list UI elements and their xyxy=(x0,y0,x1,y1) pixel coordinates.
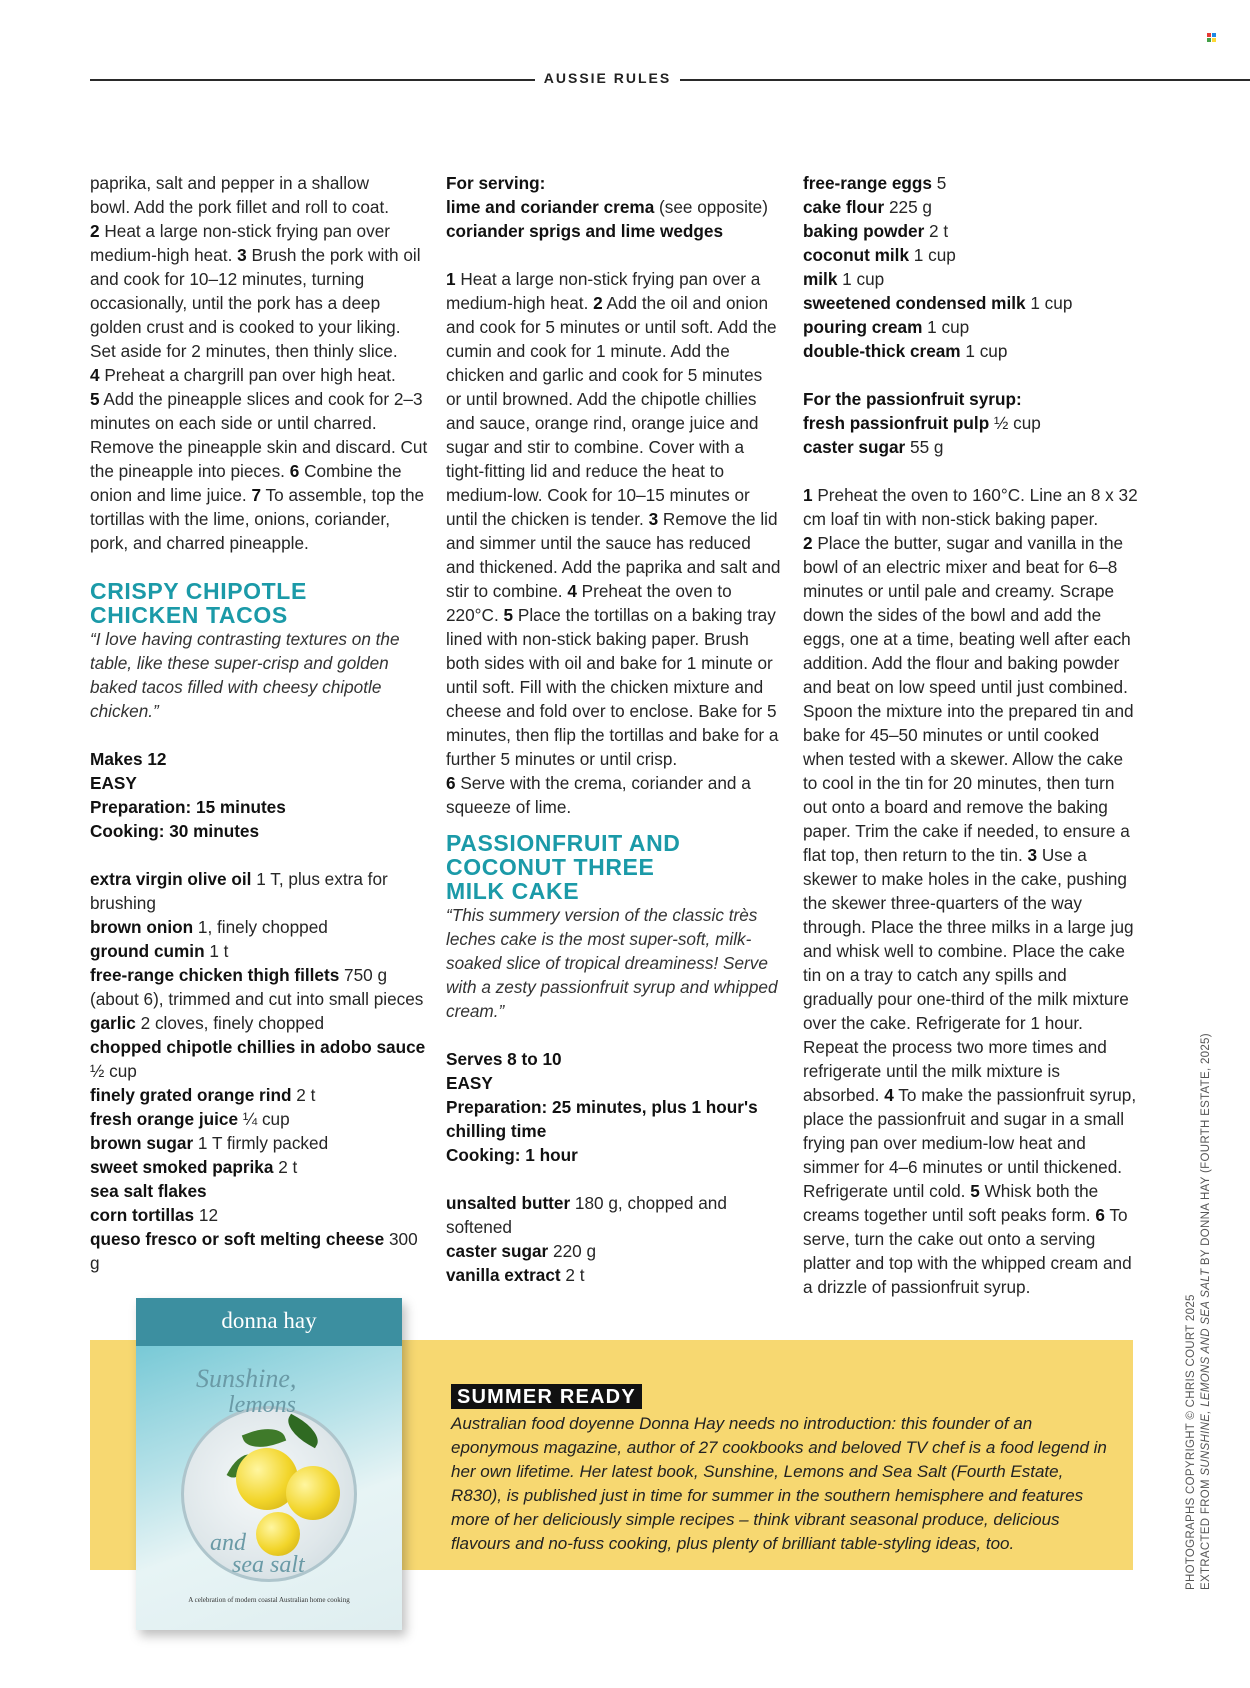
method-step xyxy=(446,267,781,771)
step-text: Whisk both the creams together until soft peaks form. xyxy=(803,1181,1099,1225)
column-2 xyxy=(446,171,781,1287)
recipe-title-line: MILK CAKE xyxy=(446,878,580,904)
ingredient: brown onion 1, finely chopped xyxy=(90,917,328,937)
method-step xyxy=(90,387,430,555)
ingredient: finely grated orange rind 2 t xyxy=(90,1085,316,1105)
serving-heading: For serving: xyxy=(446,173,546,193)
step-text: Preheat a chargrill pan over high heat. xyxy=(104,365,396,385)
step-text: Preheat the oven to 220°C. xyxy=(446,581,732,625)
book-title-line: lemons xyxy=(228,1392,296,1418)
step-text: Place the tortillas on a baking tray lined with non-stick baking paper. Brush both sides with oil and bake for 1 minute or until soft. Fill with the chicken mixture and cheese and fold over to enclose. Bake for 5 minutes, then flip the tortillas and bake for a further 5 minutes or until crisp. xyxy=(446,605,779,769)
ingredient: cake flour 225 g xyxy=(803,197,932,217)
cook-time: Cooking: 30 minutes xyxy=(90,821,260,841)
ingredient: baking powder 2 t xyxy=(803,221,949,241)
ingredient: coconut milk 1 cup xyxy=(803,245,956,265)
section-title: AUSSIE RULES xyxy=(543,70,672,86)
step-number: 4 xyxy=(884,1085,894,1105)
recipe-title-line: CRISPY CHIPOTLE xyxy=(90,578,307,604)
book-title-line: Sunshine, xyxy=(196,1364,297,1393)
serving-item: coriander sprigs and lime wedges xyxy=(446,221,723,241)
step-number: 1 xyxy=(803,485,813,505)
difficulty: EASY xyxy=(446,1073,493,1093)
recipe-title xyxy=(90,579,430,627)
yield: Makes 12 xyxy=(90,749,167,769)
prep-time: Preparation: 15 minutes xyxy=(90,797,286,817)
recipe-title-line: CHICKEN TACOS xyxy=(90,602,288,628)
column-3 xyxy=(803,171,1138,1299)
ingredient-list xyxy=(803,171,1138,363)
book-tagline: A celebration of modern coastal Australian home cooking xyxy=(188,1596,350,1604)
method-step xyxy=(90,219,430,363)
step-number: 2 xyxy=(90,221,100,241)
ingredient: sweet smoked paprika 2 t xyxy=(90,1157,298,1177)
serving-item: lime and coriander crema (see opposite) xyxy=(446,197,768,217)
ingredient: sea salt flakes xyxy=(90,1181,207,1201)
step-text: Remove the lid and simmer until the sauce has reduced and thickened. Add the paprika and salt and stir to combine. xyxy=(446,509,781,601)
yield: Serves 8 to 10 xyxy=(446,1049,562,1069)
ingredient: caster sugar 220 g xyxy=(446,1241,597,1261)
step-text: Brush the pork with oil and cook for 10–12 minutes, turning occasionally, until the pork has a deep golden crust and is cooked to your liking. Set aside for 2 minutes, then thinly slice. xyxy=(90,245,421,361)
ingredient: fresh passionfruit pulp ½ cup xyxy=(803,413,1041,433)
step-text: Heat a large non-stick frying pan over medium-high heat. xyxy=(90,221,390,265)
syrup-heading: For the passionfruit syrup: xyxy=(803,389,1022,409)
extract-credit-line: EXTRACTED FROM SUNSHINE, LEMONS AND SEA SALT BY DONNA HAY (FOURTH ESTATE, 2025) xyxy=(1200,1033,1212,1590)
step-number: 3 xyxy=(237,245,247,265)
ingredient: caster sugar 55 g xyxy=(803,437,944,457)
step-number: 6 xyxy=(446,773,456,793)
step-number: 4 xyxy=(567,581,577,601)
step-text: Combine the onion and lime juice. xyxy=(90,461,402,505)
step-text: Heat a large non-stick frying pan over a medium-high heat. xyxy=(446,269,761,313)
step-number: 2 xyxy=(803,533,813,553)
step-number: 3 xyxy=(648,509,659,529)
recipe-title-line: COCONUT THREE xyxy=(446,854,655,880)
ingredient: pouring cream 1 cup xyxy=(803,317,970,337)
ingredient: sweetened condensed milk 1 cup xyxy=(803,293,1073,313)
continued-line: bowl. Add the pork fillet and roll to coat. xyxy=(90,197,390,217)
method-step xyxy=(803,531,1138,1299)
summer-ready-heading: SUMMER READY xyxy=(451,1384,642,1409)
step-number: 2 xyxy=(593,293,603,313)
column-1 xyxy=(90,171,430,1275)
ingredient: extra virgin olive oil 1 T, plus extra for brushing xyxy=(90,869,388,913)
ingredient: garlic 2 cloves, finely chopped xyxy=(90,1013,325,1033)
ingredient: ground cumin 1 t xyxy=(90,941,229,961)
difficulty: EASY xyxy=(90,773,137,793)
step-number: 6 xyxy=(1095,1205,1105,1225)
ingredient: free-range chicken thigh fillets 750 g (about 6), trimmed and cut into small pieces xyxy=(90,965,424,1009)
book-title-line: sea salt xyxy=(232,1552,305,1578)
syrup-ingredient-list xyxy=(803,411,1138,459)
step-text: Serve with the crema, coriander and a squeeze of lime. xyxy=(446,773,751,817)
step-number: 4 xyxy=(90,365,100,385)
ingredient: vanilla extract 2 t xyxy=(446,1265,585,1285)
step-number: 5 xyxy=(503,605,514,625)
recipe-intro: “I love having contrasting textures on the table, like these super-crisp and golden baked tacos filled with cheesy chipotle chicken.” xyxy=(90,629,400,721)
step-number: 5 xyxy=(970,1181,980,1201)
lemon-icon xyxy=(256,1512,300,1556)
step-text: To make the passionfruit syrup, place the passionfruit and sugar in a small frying pan over medium-low heat and simmer for 4–6 minutes or until thickened. Refrigerate until cold. xyxy=(803,1085,1137,1201)
recipe-intro: “This summery version of the classic très leches cake is the most super-soft, milk-soaked slice of tropical dreaminess! Serve with a zesty passionfruit syrup and whipped cream.” xyxy=(446,905,778,1021)
ingredient: corn tortillas 12 xyxy=(90,1205,219,1225)
ingredient: brown sugar 1 T firmly packed xyxy=(90,1133,329,1153)
ingredient-list xyxy=(90,867,430,1275)
step-text: To serve, turn the cake out onto a serving platter and top with the whipped cream and a drizzle of passionfruit syrup. xyxy=(803,1205,1132,1297)
ingredient: milk 1 cup xyxy=(803,269,885,289)
ingredient: free-range eggs 5 xyxy=(803,173,947,193)
step-text: Use a skewer to make holes in the cake, pushing the skewer three-quarters of the way through. Place the three milks in a large jug and whisk well to combine. Place the cake tin on a tray to catch any spills and gradually pour one-third of the milk mixture over the cake. Refrigerate for 1 hour. Repeat the process two more times and refrigerate until the milk mixture is absorbed. xyxy=(803,845,1134,1105)
cook-time: Cooking: 1 hour xyxy=(446,1145,578,1165)
book-title-line: and xyxy=(210,1530,246,1556)
method-step xyxy=(90,363,430,387)
ingredient: double-thick cream 1 cup xyxy=(803,341,1008,361)
step-text: Add the oil and onion and cook for 5 minutes or until soft. Add the cumin and cook for 1 minute. Add the chicken and garlic and cook for 5 minutes or until browned. Add the chipotle chillies and sauce, orange rind, orange juice and sugar and stir to combine. Cover with a tight-fitting lid and reduce the heat to medium-low. Cook for 10–15 minutes or until the chicken is tender. xyxy=(446,293,777,529)
ingredient: fresh orange juice ¼ cup xyxy=(90,1109,290,1129)
header-rule-right xyxy=(680,79,1250,81)
step-number: 1 xyxy=(446,269,456,289)
step-text: To assemble, top the tortillas with the lime, onions, coriander, pork, and charred pineapple. xyxy=(90,485,425,553)
ingredient: queso fresco or soft melting cheese 300 g xyxy=(90,1229,418,1273)
book-brand: donna hay xyxy=(221,1308,317,1333)
lemon-icon xyxy=(286,1466,340,1520)
step-number: 3 xyxy=(1027,845,1038,865)
book-cover-image xyxy=(136,1298,402,1630)
step-text: Place the butter, sugar and vanilla in the bowl of an electric mixer and beat for 6–8 minutes or until pale and creamy. Scrape down the sides of the bowl and add the eggs, one at a time, beating well after each addition. Add the flour and baking powder and beat on low speed until just combined. Spoon the mixture into the prepared tin and bake for 45–50 minutes or until cooked when tested with a skewer. Allow the cake to cool in the tin for 20 minutes, then turn out onto a board and remove the baking paper. Trim the cake if needed, to ensure a flat top, then return to the tin. xyxy=(803,533,1134,865)
photo-credit xyxy=(1184,1030,1214,1590)
step-number: 5 xyxy=(90,389,100,409)
summer-ready-text: Australian food doyenne Donna Hay needs no introduction: this founder of an eponymous magazine, author of 27 cookbooks and beloved TV chef is a food legend in her own lifetime. Her latest book, Sunshine, Lemons and Sea Salt (Fourth Estate, R830), is published just in time for summer in the southern hemisphere and features more of her deliciously simple recipes – think vibrant seasonal produce, delicious flavours and no-fuss cooking, plus plenty of brilliant table-styling ideas, too. xyxy=(451,1414,1107,1553)
recipe-title xyxy=(446,831,781,903)
photo-credit-line: PHOTOGRAPHS COPYRIGHT © CHRIS COURT 2025 xyxy=(1185,1294,1197,1590)
prep-time: Preparation: 25 minutes, plus 1 hour's chilling time xyxy=(446,1097,758,1141)
header-rule-left xyxy=(90,79,535,81)
ingredient-list xyxy=(446,1191,781,1287)
publisher-logo-icon xyxy=(1207,33,1217,43)
method-step xyxy=(446,771,781,819)
recipe-title-line: PASSIONFRUIT AND xyxy=(446,830,681,856)
step-text: Preheat the oven to 160°C. Line an 8 x 32 cm loaf tin with non-stick baking paper. xyxy=(803,485,1138,529)
step-number: 7 xyxy=(251,485,262,505)
ingredient: unsalted butter 180 g, chopped and softened xyxy=(446,1193,727,1237)
ingredient: chopped chipotle chillies in adobo sauce ½ cup xyxy=(90,1037,426,1081)
continued-line: paprika, salt and pepper in a shallow xyxy=(90,173,369,193)
step-text: Add the pineapple slices and cook for 2–3 minutes on each side or until charred. Remove the pineapple skin and discard. Cut the pineapple into pieces. xyxy=(90,389,428,481)
method-step xyxy=(803,483,1138,531)
step-number: 6 xyxy=(289,461,300,481)
